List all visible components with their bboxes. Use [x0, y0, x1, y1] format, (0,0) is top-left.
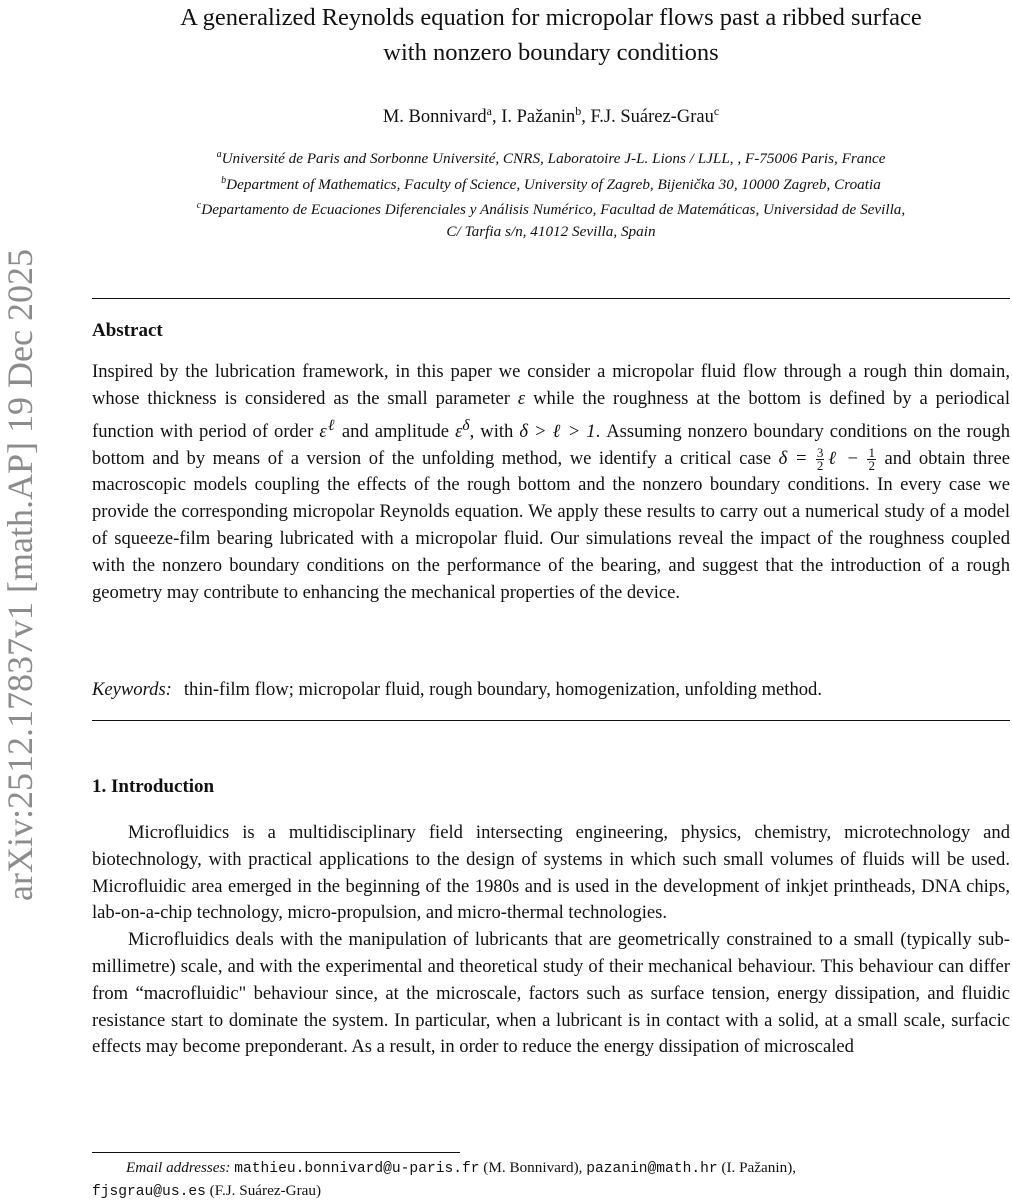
- author-separator: ,: [491, 107, 502, 128]
- math-epsilon: ε: [455, 420, 463, 442]
- footnote-text: (M. Bonnivard),: [479, 1159, 587, 1176]
- abstract-text: and obtain three macroscopic models coupling the effects of the rough bottom and the nonzero boundary conditions. In every case we provide the corresponding micropolar Reynolds equation. We apply these results to carry out a numerical study of a model of squeeze-film bearing lubricated with a micropolar fluid. Our simulations reveal the impact of the roughness coupled with the nonzero boundary conditions on the performance of the bearing, and suggest that the introduction of a rough geometry may contribute to enhancing the mechanical properties of the device.: [92, 447, 1010, 603]
- affiliation-mark: a: [216, 149, 222, 160]
- footnote-rule: [92, 1152, 460, 1153]
- footnote-label: Email addresses:: [126, 1159, 231, 1176]
- author-affil-mark: b: [575, 104, 582, 118]
- math-epsilon: ε: [319, 420, 327, 442]
- paper-title: [92, 0, 1010, 70]
- math-inequality: δ > ℓ > 1: [519, 420, 596, 442]
- math-fraction: [867, 444, 876, 473]
- author-affil-mark: a: [486, 104, 492, 118]
- affiliation-line: [92, 170, 1010, 196]
- arxiv-stamp: arXiv:2512.17837v1 [math.AP] 19 Dec 2025: [0, 249, 40, 901]
- author-name: M. Bonnivard: [382, 107, 487, 128]
- affiliation-text: Université de Paris and Sorbonne Université, CNRS, Laboratoire J-L. Lions / LJLL, , F-75006 Paris, France: [221, 150, 886, 168]
- top-divider: [92, 298, 1010, 299]
- footnote-text: (I. Pažanin),: [717, 1159, 797, 1176]
- affiliation-mark: b: [221, 174, 227, 186]
- affiliation-line: [92, 221, 1010, 243]
- affiliation-text: Department of Mathematics, Faculty of Science, University of Zagreb, Bijenička 30, 10000 Zagreb, Croatia: [226, 175, 881, 193]
- footnote-text: (F.J. Suárez-Grau): [205, 1182, 322, 1199]
- paragraph: Microfluidics deals with the manipulation of lubricants that are geometrically constrained to a small (typically sub-millimetre) scale, and with the experimental and theoretical study of their mechanical behaviour. This behaviour can differ from “macrofluidic" behaviour since, at the microscale, factors such as surface tension, energy dissipation, and fluidic resistance start to dominate the system. In particular, when a lubricant is in contact with a solid, at a small scale, surfacic effects may become preponderant. As a result, in order to reduce the energy dissipation of microscaled: [92, 929, 1010, 1058]
- fraction-numerator: 3: [816, 444, 824, 460]
- affiliation-text: C/ Tarfia s/n, 41012 Sevilla, Spain: [446, 222, 656, 240]
- keywords: [92, 678, 1010, 702]
- math-epsilon: ε: [517, 387, 526, 409]
- math-sup-ell: ℓ: [326, 416, 336, 434]
- keywords-label: Keywords:: [92, 679, 172, 700]
- author-separator: ,: [581, 107, 591, 128]
- title-line-1: A generalized Reynolds equation for micropolar flows past a ribbed surface: [180, 4, 922, 31]
- email-link[interactable]: mathieu.bonnivard@u-paris.fr: [234, 1161, 480, 1177]
- email-link[interactable]: pazanin@math.hr: [586, 1161, 718, 1177]
- author-name: F.J. Suárez-Grau: [590, 107, 714, 128]
- math-critical-mid: ℓ −: [825, 447, 867, 469]
- affiliations: [92, 144, 1010, 242]
- abstract-text: , with: [469, 420, 520, 442]
- abstract-text: . Assuming nonzero boundary conditions on the rough bottom and by means of a version of the unfolding method, we identify a critical case: [92, 420, 1010, 469]
- affiliation-text: Departamento de Ecuaciones Diferenciales y Análisis Numérico, Facultad de Matemáticas, Universidad de Sevilla,: [201, 201, 906, 219]
- abstract-text: and amplitude: [335, 420, 456, 442]
- author-affil-mark: c: [713, 104, 720, 118]
- math-sup-delta: δ: [462, 416, 470, 434]
- introduction-body: [92, 820, 1010, 1061]
- affiliation-mark: c: [196, 200, 202, 212]
- paragraph: Microfluidics is a multidisciplinary field intersecting engineering, physics, chemistry, microtechnology and biotechnology, with practical applications to the design of systems in which such small volumes of fluids will be used. Microfluidic area emerged in the beginning of the 1980s and is used in the development of inkjet printheads, DNA chips, lab-on-a-chip technology, micro-propulsion, and micro-thermal technologies.: [92, 822, 1010, 924]
- fraction-denominator: 2: [868, 457, 875, 473]
- email-link[interactable]: fjsgrau@us.es: [92, 1184, 206, 1200]
- section-heading-introduction: 1. Introduction: [92, 776, 215, 797]
- affiliation-line: [92, 195, 1010, 221]
- author-list: [92, 99, 1010, 129]
- abstract-body: [92, 359, 1010, 606]
- bottom-divider: [92, 720, 1010, 721]
- fraction-numerator: 1: [868, 444, 875, 460]
- affiliation-line: [92, 144, 1010, 170]
- math-critical-lhs: δ =: [778, 447, 815, 469]
- abstract-text: while the roughness at the bottom is defined by a periodical function with period of order: [92, 387, 1010, 442]
- math-fraction: [816, 444, 825, 473]
- abstract-heading: Abstract: [92, 320, 163, 341]
- author-name: I. Pažanin: [501, 107, 576, 128]
- fraction-denominator: 2: [816, 457, 824, 473]
- keywords-text: thin-film flow; micropolar fluid, rough boundary, homogenization, unfolding method.: [183, 679, 822, 700]
- abstract-text: Inspired by the lubrication framework, in this paper we consider a micropolar fluid flow through a rough thin domain, whose thickness is considered as the small parameter: [92, 361, 1010, 409]
- footnote: [92, 1157, 1010, 1203]
- title-line-2: with nonzero boundary conditions: [383, 39, 719, 66]
